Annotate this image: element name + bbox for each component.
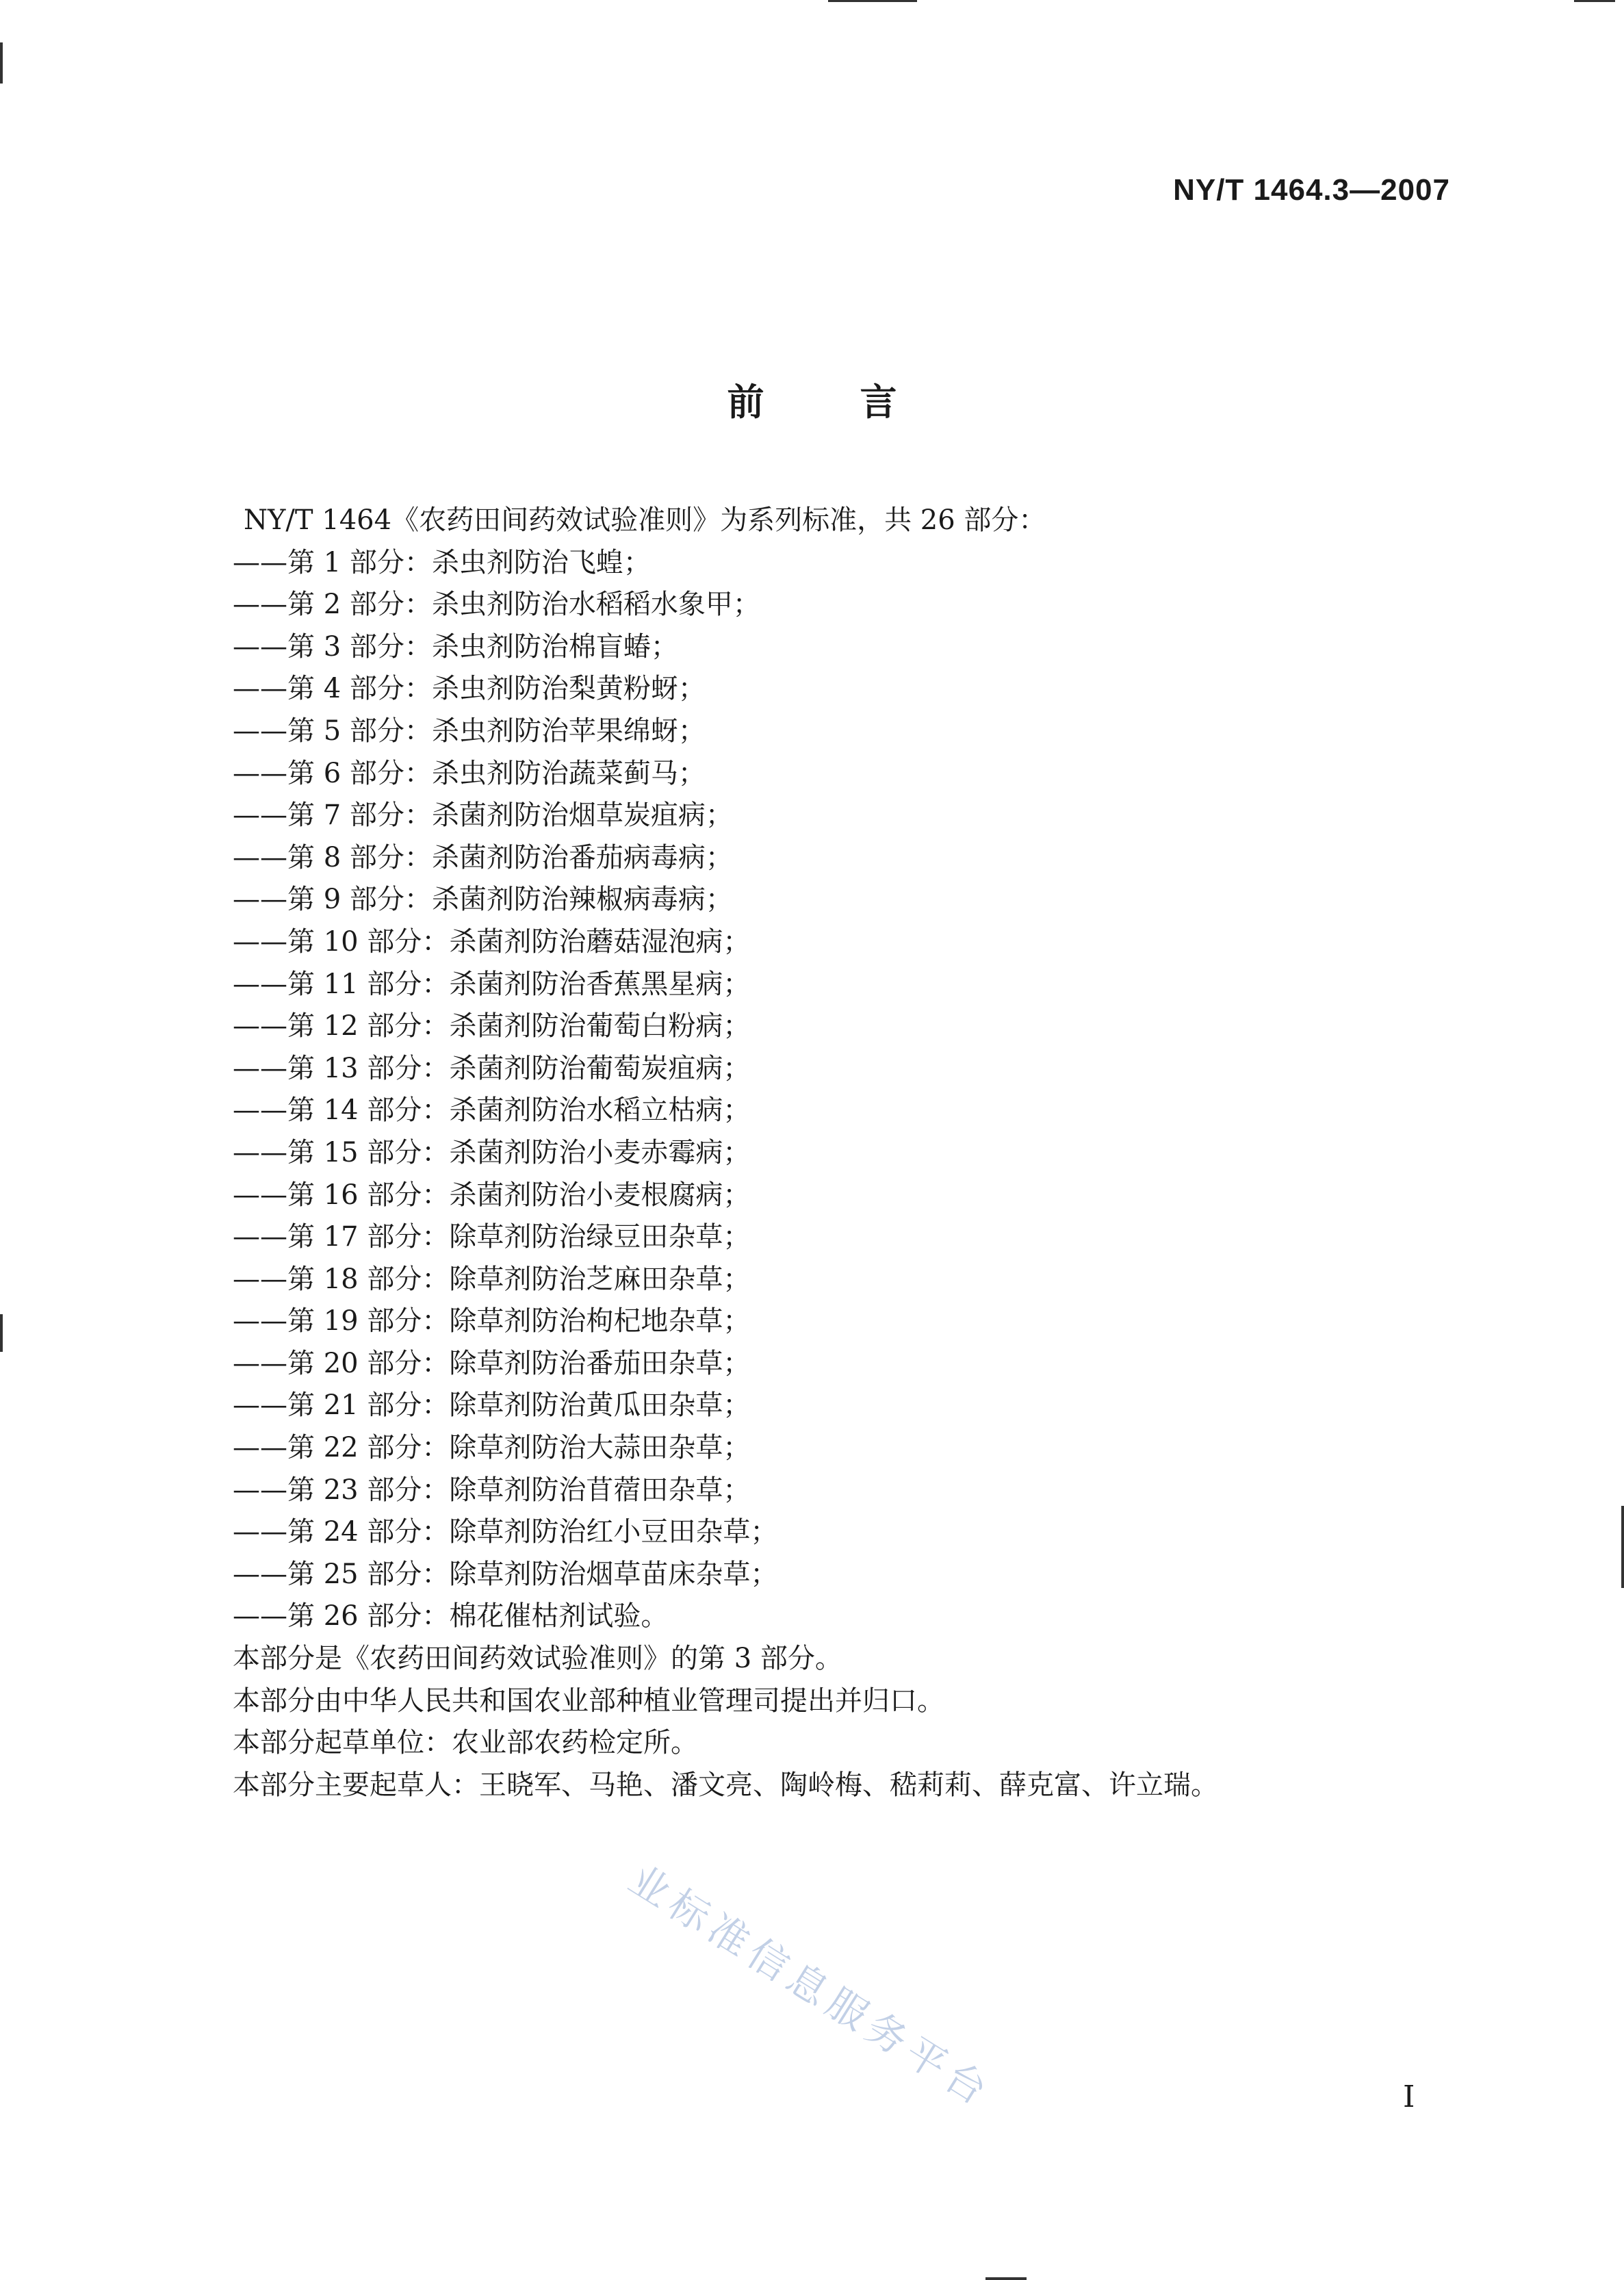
watermark: 业标准信息服务平台 (621, 1856, 1001, 2118)
part-item: ——第 19 部分：除草剂防治枸杞地杂草； (233, 1305, 751, 1337)
closing-line: 本部分由中华人民共和国农业部种植业管理司提出并归口。 (233, 1685, 944, 1717)
part-item: ——第 24 部分：除草剂防治红小豆田杂草； (233, 1516, 778, 1548)
scan-mark-top-bar (828, 0, 917, 2)
closing-line: 本部分起草单位：农业部农药检定所。 (233, 1727, 698, 1759)
part-item: ——第 6 部分：杀虫剂防治蔬菜蓟马； (233, 757, 706, 789)
scan-mark-left-mid (0, 1314, 3, 1352)
part-item: ——第 3 部分：杀虫剂防治棉盲蝽； (233, 630, 678, 663)
closing-line: 本部分主要起草人：王晓军、马艳、潘文亮、陶岭梅、嵇莉莉、薛克富、许立瑞。 (233, 1769, 1218, 1801)
part-item: ——第 21 部分：除草剂防治黄瓜田杂草； (233, 1389, 751, 1422)
part-item: ——第 18 部分：除草剂防治芝麻田杂草； (233, 1263, 751, 1295)
scan-mark-bottom (985, 2277, 1027, 2280)
part-item: ——第 23 部分：除草剂防治苜蓿田杂草； (233, 1474, 751, 1506)
part-item: ——第 14 部分：杀菌剂防治水稻立枯病； (233, 1094, 751, 1127)
part-item: ——第 25 部分：除草剂防治烟草苗床杂草； (233, 1558, 778, 1590)
part-item: ——第 11 部分：杀菌剂防治香蕉黑星病； (233, 968, 751, 1000)
part-item: ——第 7 部分：杀菌剂防治烟草炭疽病； (233, 799, 733, 832)
part-item: ——第 13 部分：杀菌剂防治葡萄炭疽病； (233, 1052, 751, 1084)
scan-mark-top-left (0, 42, 3, 84)
part-item: ——第 12 部分：杀菌剂防治葡萄白粉病； (233, 1010, 751, 1042)
part-item: ——第 9 部分：杀菌剂防治辣椒病毒病； (233, 884, 733, 916)
part-item: ——第 10 部分：杀菌剂防治蘑菇湿泡病； (233, 925, 751, 958)
part-item: ——第 16 部分：杀菌剂防治小麦根腐病； (233, 1179, 751, 1211)
intro-line: NY/T 1464《农药田间药效试验准则》为系列标准，共 26 部分： (244, 504, 1046, 536)
scan-mark-top-right (1574, 0, 1615, 2)
scan-mark-right-mid (1621, 1506, 1624, 1588)
part-item: ——第 4 部分：杀虫剂防治梨黄粉蚜； (233, 673, 706, 705)
part-item: ——第 17 部分：除草剂防治绿豆田杂草； (233, 1221, 751, 1253)
part-item: ——第 8 部分：杀菌剂防治番茄病毒病； (233, 841, 733, 873)
part-item: ——第 20 部分：除草剂防治番茄田杂草； (233, 1347, 751, 1379)
page-title: 前言 (727, 381, 993, 424)
part-item: ——第 26 部分：棉花催枯剂试验。 (233, 1600, 669, 1632)
part-item: ——第 5 部分：杀虫剂防治苹果绵蚜； (233, 715, 706, 747)
closing-line: 本部分是《农药田间药效试验准则》的第 3 部分。 (233, 1643, 842, 1675)
part-item: ——第 15 部分：杀菌剂防治小麦赤霉病； (233, 1136, 751, 1168)
part-item: ——第 22 部分：除草剂防治大蒜田杂草； (233, 1432, 751, 1464)
foreword-body (233, 500, 1533, 1806)
part-item: ——第 2 部分：杀虫剂防治水稻稻水象甲； (233, 589, 760, 621)
page-number: I (1403, 2079, 1415, 2114)
part-item: ——第 1 部分：杀虫剂防治飞蝗； (233, 546, 651, 578)
standard-number: NY/T 1464.3—2007 (1173, 173, 1450, 207)
